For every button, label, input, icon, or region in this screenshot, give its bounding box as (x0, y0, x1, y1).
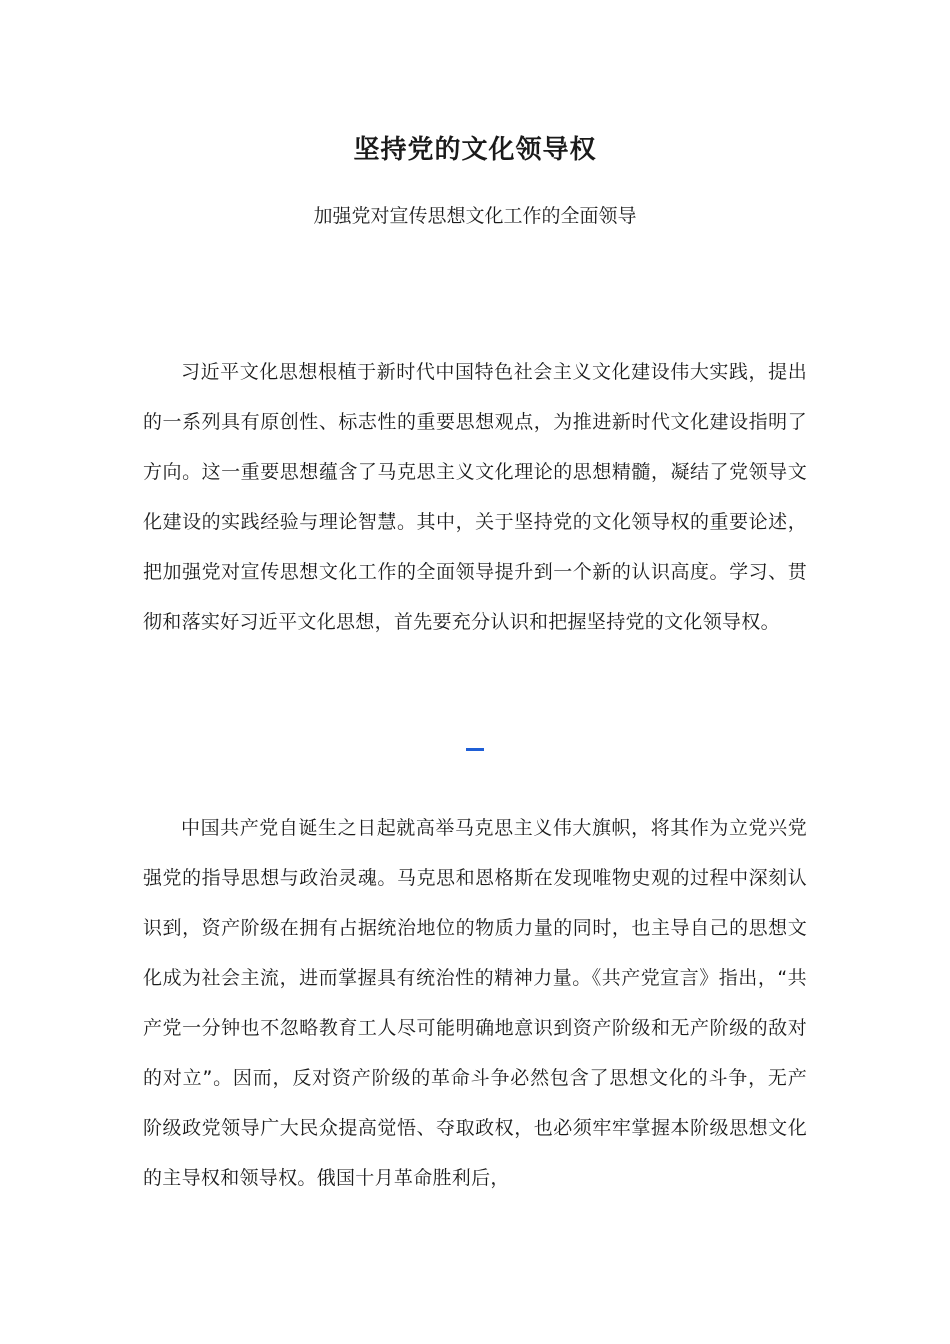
document-subtitle: 加强党对宣传思想文化工作的全面领导 (313, 205, 637, 227)
paragraph-intro: 习近平文化思想根植于新时代中国特色社会主义文化建设伟大实践，提出的一系列具有原创性、标志性的重要思想观点，为推进新时代文化建设指明了方向。这一重要思想蕴含了马克思主义文化理论的思想精髓，凝结了党领导文化建设的实践经验与理论智慧。其中，关于坚持党的文化领导权的重要论述，把加强党对宣传思想文化工作的全面领导提升到一个新的认识高度。学习、贯彻和落实好习近平文化思想，首先要充分认识和把握坚持党的文化领导权。 (143, 361, 807, 633)
document-title: 坚持党的文化领导权 (353, 135, 597, 165)
section-marker (466, 748, 484, 751)
paragraph-section-one: 中国共产党自诞生之日起就高举马克思主义伟大旗帜，将其作为立党兴党强党的指导思想与政治灵魂。马克思和恩格斯在发现唯物史观的过程中深刻认识到，资产阶级在拥有占据统治地位的物质力量的同时，也主导自己的思想文化成为社会主流，进而掌握具有统治性的精神力量。《共产党宣言》指出，“共产党一分钟也不忽略教育工人尽可能明确地意识到资产阶级和无产阶级的敌对的对立”。因而，反对资产阶级的革命斗争必然包含了思想文化的斗争，无产阶级政党领导广大民众提高觉悟、夺取政权，也必须牢牢掌握本阶级思想文化的主导权和领导权。俄国十月革命胜利后， (143, 817, 807, 1189)
